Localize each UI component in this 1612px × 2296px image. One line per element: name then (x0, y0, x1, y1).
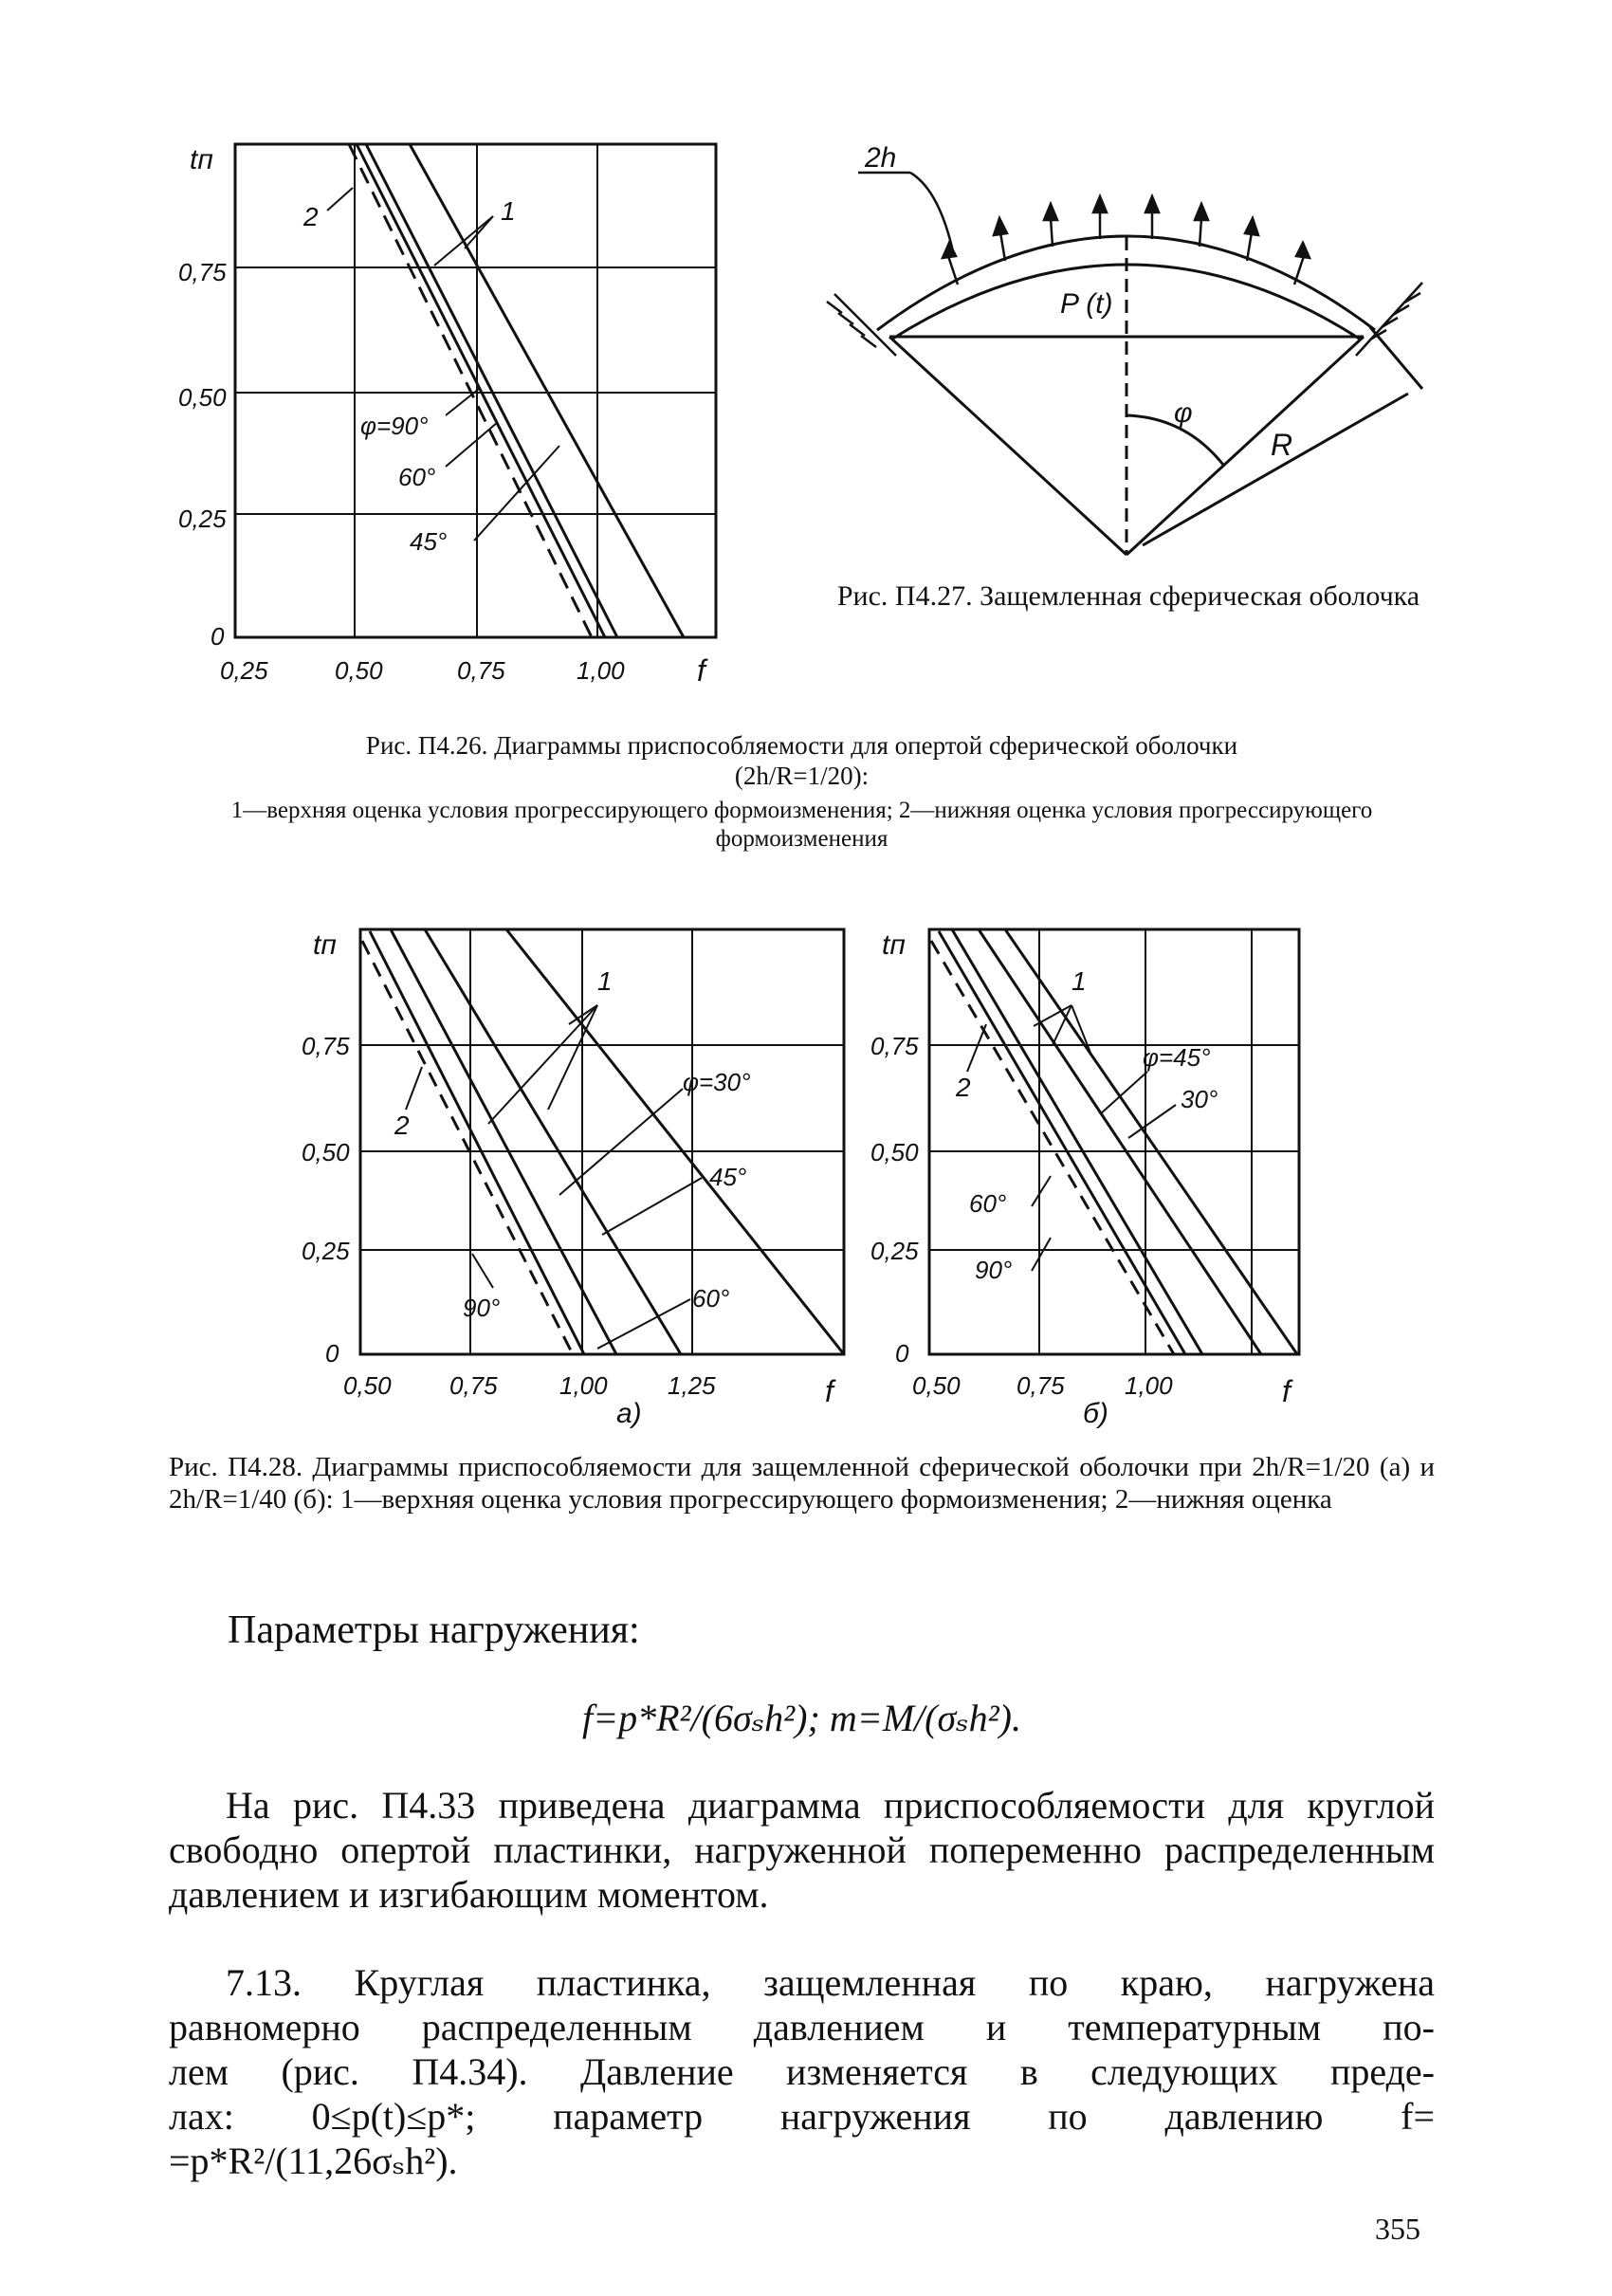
fig26-y-tick-050: 0,50 (178, 383, 227, 412)
fig28b-curve-90 (939, 931, 1185, 1354)
fig28-caption: Рис. П4.28. Диаграммы приспособляемости для защемленной сферической оболочки при 2h/R=1/20 (а) и 2h/R=1/40 (б): 1—верхняя оценка условия прогрессирующего формоизменения; 2—нижняя оценка (169, 1452, 1435, 1515)
fig28a-y-tick-075: 0,75 (302, 1032, 350, 1060)
label-phi: φ (1174, 397, 1193, 429)
fig26-y-tick-0: 0 (211, 622, 225, 651)
fig28a-x-tick-100: 1,00 (559, 1371, 608, 1400)
fig28b-label-90: 90° (975, 1256, 1013, 1284)
fig26-label-phi-90: φ=90° (360, 412, 429, 440)
label-pressure-pt: P (t) (1060, 288, 1113, 320)
fig28a-x-axis-label: f (825, 1374, 833, 1408)
fig28b-label-phi45: φ=45° (1143, 1043, 1211, 1072)
fig28a-sublabel: а) (616, 1398, 642, 1429)
fig28b-y-axis-label: tп (882, 929, 906, 961)
page-number: 355 (1375, 2212, 1420, 2246)
label-radius-R: R (1271, 428, 1293, 462)
paragraph-2-line-2: равномерно распределенным давлением и температурным по- (169, 2006, 1435, 2048)
fig28a-label-1: 1 (597, 966, 613, 996)
fig28b-y-tick-050: 0,50 (870, 1138, 919, 1166)
fig28a-label-2: 2 (394, 1111, 410, 1140)
fig28a-y-tick-025: 0,25 (302, 1237, 350, 1265)
fig28a-y-tick-050: 0,50 (302, 1138, 350, 1166)
fig26-caption-legend: 1—верхняя оценка условия прогрессирующего формоизменения; 2—нижняя оценка условия прогрессирующего формоизменения (230, 798, 1373, 852)
fig28a-label-45: 45° (709, 1163, 747, 1191)
fig28a-x-tick-075: 0,75 (449, 1371, 498, 1400)
fig26-y-axis-label: tп (190, 144, 213, 175)
fig28b-label-2: 2 (956, 1073, 971, 1102)
fig26-label-45: 45° (410, 527, 448, 556)
fig26-x-axis-label: f (697, 653, 705, 688)
fig28b-curve-lower (931, 941, 1174, 1354)
fig28a-x-tick-050: 0,50 (343, 1371, 392, 1400)
fig26-y-tick-075: 0,75 (178, 258, 227, 286)
fig28b-curve-30 (979, 929, 1261, 1354)
fig26-x-tick-025: 0,25 (220, 656, 268, 685)
fig28a-y-tick-0: 0 (325, 1339, 339, 1368)
params-heading: Параметры нагружения: (228, 1608, 640, 1652)
fig28a-x-tick-125: 1,25 (668, 1371, 716, 1400)
fig28b-x-tick-050: 0,50 (912, 1371, 961, 1400)
fig26-y-tick-025: 0,25 (178, 505, 227, 533)
fig28b-label-1: 1 (1072, 966, 1087, 996)
fig26-label-2: 2 (303, 202, 319, 231)
fig28b-sublabel: б) (1083, 1398, 1108, 1429)
fig28b-label-60: 60° (969, 1189, 1007, 1218)
fig28b-x-axis-label: f (1282, 1374, 1291, 1408)
loading-formula: f=p*R²/(6σₛh²); m=M/(σₛh²). (582, 1697, 1021, 1739)
fig28b-y-tick-0: 0 (895, 1339, 909, 1368)
fig26-label-60: 60° (398, 463, 436, 491)
paragraph-2-line-5: =p*R²/(11,26σₛh²). (169, 2140, 458, 2182)
fig28b-x-tick-100: 1,00 (1125, 1371, 1173, 1400)
fig27-caption: Рис. П4.27. Защемленная сферическая оболочка (836, 580, 1420, 612)
fig28b-y-tick-075: 0,75 (870, 1032, 919, 1060)
paragraph-2-line-4: лах: 0≤p(t)≤p*; параметр нагружения по давлению f= (169, 2095, 1435, 2138)
paragraph-1: На рис. П4.33 приведена диаграмма приспособляемости для круглой свободно опертой пластинки, нагруженной попеременно распределенным давлением и изгибающим моментом. (169, 1784, 1435, 1916)
label-2h: 2h (865, 142, 897, 174)
fig28b-x-tick-075: 0,75 (1017, 1371, 1065, 1400)
fig26-label-1: 1 (501, 196, 516, 226)
fig28a-label-phi30: φ=30° (683, 1068, 751, 1096)
fig28a-y-axis-label: tп (313, 929, 337, 961)
fig28b-label-30: 30° (1181, 1085, 1218, 1113)
fig28a-label-90: 90° (463, 1294, 501, 1322)
fig28a-label-60: 60° (692, 1284, 730, 1313)
fig28b-y-tick-025: 0,25 (870, 1237, 919, 1265)
fig26-caption-title: Рис. П4.26. Диаграммы приспособляемости для опертой сферической оболочки (365, 731, 1238, 760)
fig26-x-tick-050: 0,50 (335, 656, 383, 685)
paragraph-2-line-1: 7.13. Круглая пластинка, защемленная по краю, нагружена (226, 1961, 1435, 2004)
fig26-caption-param: (2h/R=1/20): (734, 762, 870, 790)
fig26-x-tick-100: 1,00 (577, 656, 625, 685)
paragraph-2-line-3: лем (рис. П4.34). Давление изменяется в следующих преде- (169, 2050, 1435, 2093)
fig26-x-tick-075: 0,75 (457, 656, 505, 685)
